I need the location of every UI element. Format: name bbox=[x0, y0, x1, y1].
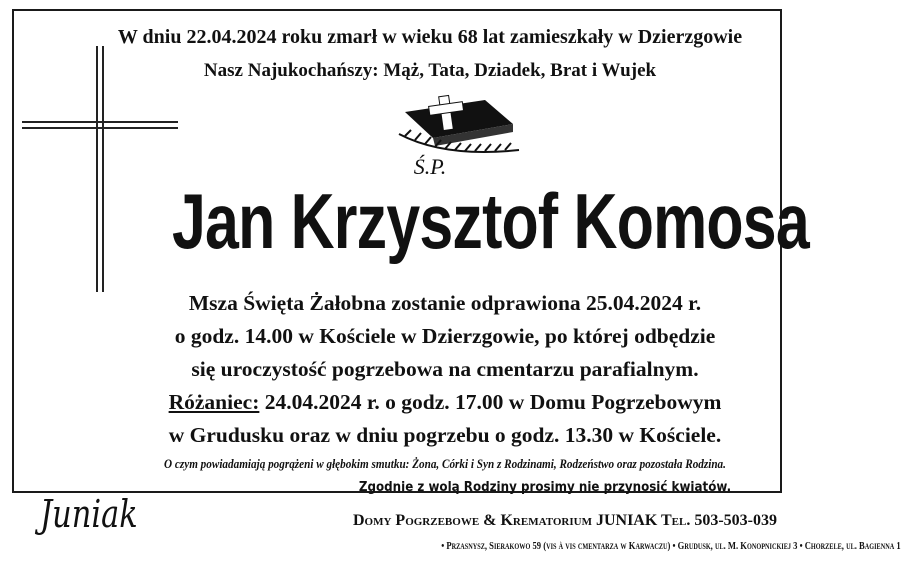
flowers-request: Zgodnie z wolą Rodziny prosimy nie przynosić kwiatów. bbox=[358, 479, 732, 495]
mass-line-1: Msza Święta Żałobna zostanie odprawiona 25.04.2024 r. bbox=[188, 291, 702, 315]
signature: Juniak bbox=[40, 492, 138, 536]
family-line: O czym powiadamiają pogrążeni w głębokim smutku: Żona, Córki i Syn z Rodzinami, Rodzeństwo oraz pozostała Rodzina. bbox=[164, 456, 726, 471]
coffin-with-palm-icon bbox=[395, 94, 525, 160]
sp-abbreviation: Ś.P. bbox=[413, 154, 447, 179]
rosary-label: Różaniec: bbox=[168, 390, 260, 414]
addresses-line: • Przasnysz, Sierakowo 59 (vis à vis cmentarza w Karwaczu) • Grudusk, ul. M. Konopnickiej 3 • Chorzele, ul. Bagienna 1 bbox=[441, 540, 901, 552]
mass-line-3: się uroczystość pogrzebowa na cmentarzu parafialnym. bbox=[191, 357, 699, 381]
rosary-line-1 bbox=[100, 390, 790, 415]
deceased-name: Jan Krzysztof Komosa bbox=[172, 177, 809, 265]
company-line: Domy Pogrzebowe & Krematorium JUNIAK Tel. 503-503-039 bbox=[352, 512, 778, 529]
mass-line-2: o godz. 14.00 w Kościele w Dzierzgowie, po której odbędzie bbox=[174, 324, 716, 348]
rosary-line-2: w Grudusku oraz w dniu pogrzebu o godz. 13.30 w Kościele. bbox=[168, 423, 722, 447]
rosary-details: 24.04.2024 r. o godz. 17.00 w Domu Pogrzebowym bbox=[259, 390, 722, 414]
relations-line: Nasz Najukochańszy: Mąż, Tata, Dziadek, Brat i Wujek bbox=[203, 60, 657, 81]
death-announcement: W dniu 22.04.2024 roku zmarł w wieku 68 lat zamieszkały w Dzierzgowie bbox=[117, 26, 743, 48]
